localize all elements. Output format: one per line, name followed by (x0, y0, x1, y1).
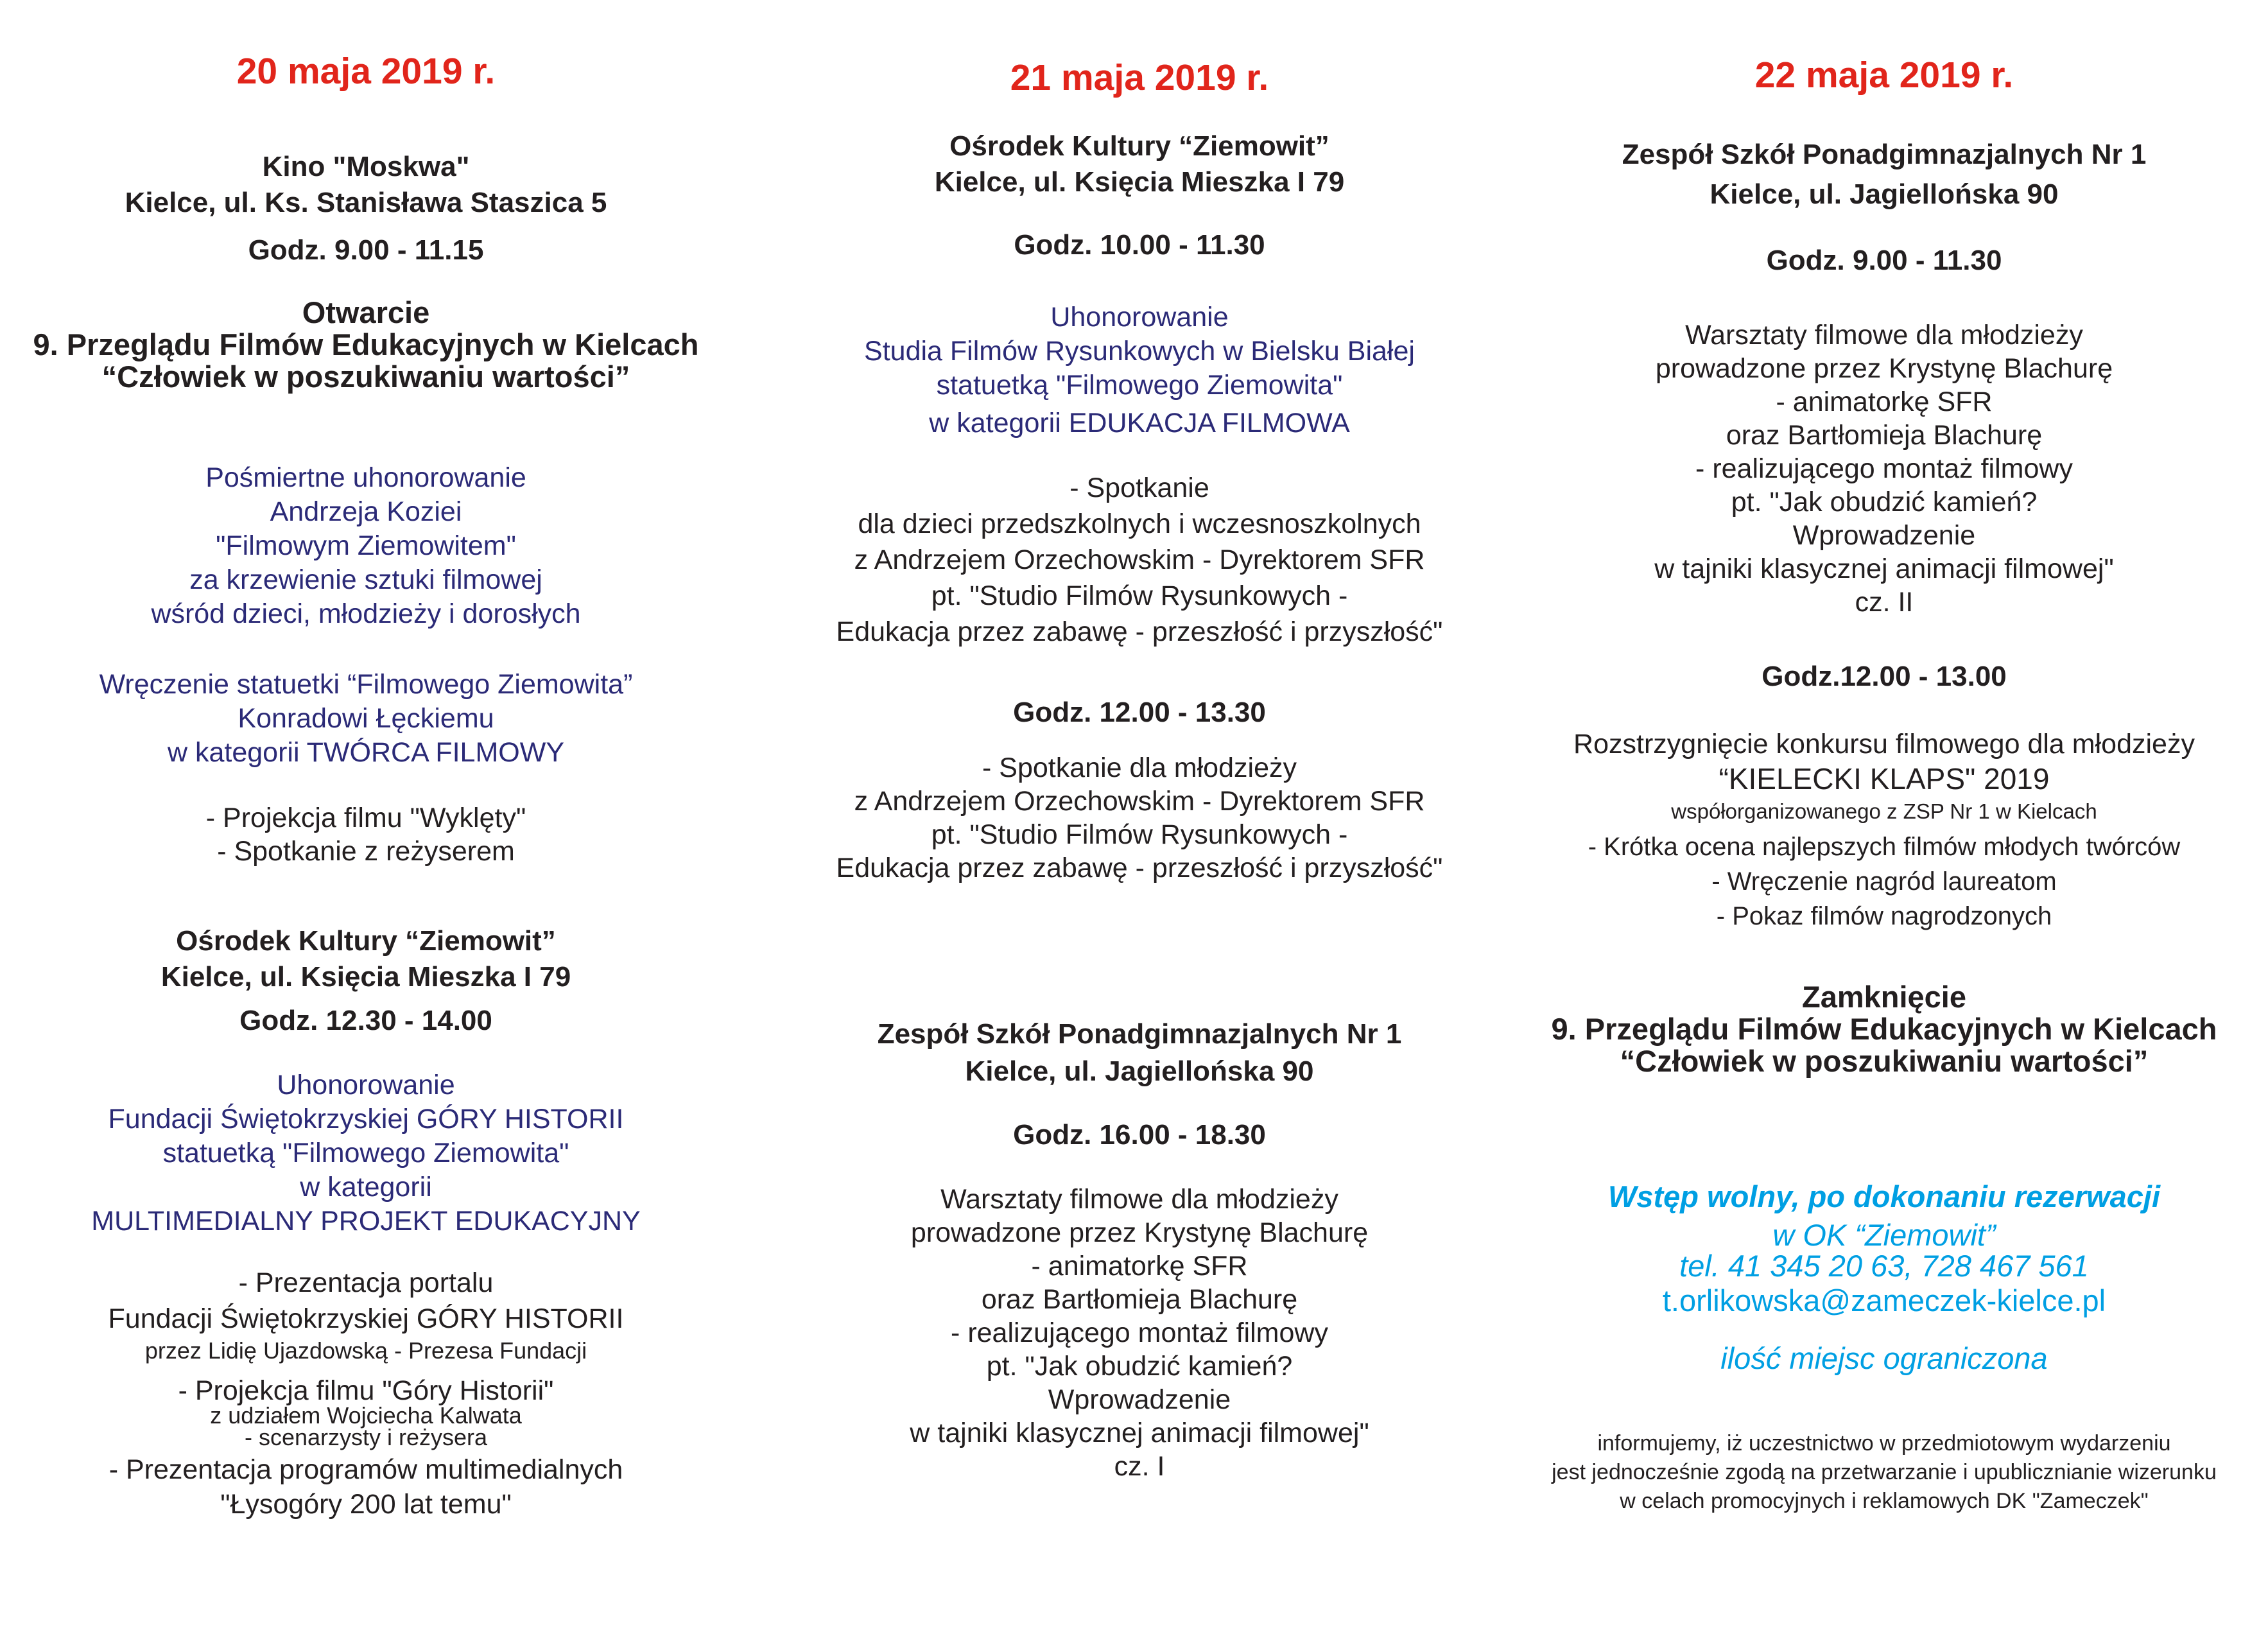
contact-email: t.orlikowska@zameczek-kielce.pl (1662, 1283, 2106, 1317)
film-title: - Projekcja filmu "Góry Historii" (178, 1375, 554, 1406)
contest-items: - Krótka ocena najlepszych filmów młodych twórców - Wręczenie nagród laureatom - Pokaz filmów nagrodzonych (1588, 833, 2181, 930)
time-slot: Godz. 9.00 - 11.15 (248, 234, 484, 266)
honor-block: Uhonorowanie Studia Filmów Rysunkowych w Bielsku Białej statuetką "Filmowego Ziemowita" w kategorii EDUKACJA FILMOWA (864, 302, 1415, 439)
day-column-20-may (26, 0, 706, 1625)
workshop-block: Warsztaty filmowe dla młodzieży prowadzone przez Krystynę Blachurę - animatorkę SFR oraz Bartłomieja Blachurę - realizującego montaż filmowy pt. "Jak obudzić kamień? Wprowadzenie w tajniki klasycznej animacji filmowej" cz. II (1654, 320, 2114, 618)
date-heading: 22 maja 2019 r. (1754, 55, 2014, 96)
venue-name: Kino "Moskwa" (262, 151, 470, 182)
contest-block: Rozstrzygnięcie konkursu filmowego dla młodzieży “KIELECKI KLAPS" 2019 (1573, 729, 2195, 795)
film-credits: z udziałem Wojciecha Kalwata - scenarzysty i reżysera (210, 1402, 522, 1450)
time-slot: Godz. 16.00 - 18.30 (1013, 1119, 1266, 1151)
venue-block: Zespół Szkół Ponadgimnazjalnych Nr 1 Kielce, ul. Jagiellońska 90 (877, 1018, 1402, 1087)
time-slot: Godz. 12.00 - 13.30 (1013, 697, 1266, 728)
honor-block: Uhonorowanie Fundacji Świętokrzyskiej GÓRY HISTORII statuetką "Filmowego Ziemowita" w kategorii MULTIMEDIALNY PROJEKT EDUKACYJNY (91, 1070, 641, 1237)
entry-info-heading: Wstęp wolny, po dokonaniu rezerwacji (1607, 1179, 2161, 1213)
award-block: Wręczenie statuetki “Filmowego Ziemowita” Konradowi Łęckiemu w kategorii TWÓRCA FILMOWY (99, 669, 633, 768)
consent-disclaimer: informujemy, iż uczestnictwo w przedmiotowym wydarzeniu jest jednocześnie zgodą na przetwarzanie i upublicznianie wizerunku w celach promocyjnych i reklamowych DK "Zameczek" (1552, 1431, 2217, 1513)
opening-heading: Otwarcie 9. Przeglądu Filmów Edukacyjnych w Kielcach “Człowiek w poszukiwaniu wartości” (33, 295, 699, 394)
contest-organizer: współorganizowanego z ZSP Nr 1 w Kielcach (1671, 799, 2097, 823)
day-column-22-may (1521, 0, 2247, 1625)
meeting-block: - Spotkanie dla dzieci przedszkolnych i wczesnoszkolnych z Andrzejem Orzechowskim - Dyrektorem SFR pt. "Studio Filmów Rysunkowych - Edukacja przez zabawę - przeszłość i przyszłość" (836, 473, 1443, 647)
time-slot: Godz. 10.00 - 11.30 (1014, 229, 1265, 261)
seats-limited-note: ilość miejsc ograniczona (1720, 1341, 2048, 1375)
reservation-contact: w OK “Ziemowit” tel. 41 345 20 63, 728 467 561 (1679, 1218, 2089, 1283)
time-slot: Godz. 12.30 - 14.00 (239, 1005, 492, 1036)
closing-heading: Zamknięcie 9. Przeglądu Filmów Edukacyjnych w Kielcach “Człowiek w poszukiwaniu wartości” (1551, 980, 2217, 1078)
presenter-line: przez Lidię Ujazdowską - Prezesa Fundacji (144, 1337, 587, 1364)
time-slot: Godz.12.00 - 13.00 (1762, 661, 2007, 692)
presentation-block: - Prezentacja portalu Fundacji Świętokrzyskiej GÓRY HISTORII (108, 1267, 624, 1334)
time-slot: Godz. 9.00 - 11.30 (1766, 245, 2002, 276)
venue-block: Ośrodek Kultury “Ziemowit” Kielce, ul. Księcia Mieszka I 79 (934, 130, 1345, 198)
program-block: - Projekcja filmu "Wyklęty" - Spotkanie z reżyserem (205, 803, 526, 867)
honor-block: Pośmiertne uhonorowanie Andrzeja Koziei "Filmowym Ziemowitem" za krzewienie sztuki filmowej wśród dzieci, młodzieży i dorosłych (151, 462, 581, 629)
workshop-block: Warsztaty filmowe dla młodzieży prowadzone przez Krystynę Blachurę - animatorkę SFR oraz Bartłomieja Blachurę - realizującego montaż filmowy pt. "Jak obudzić kamień? Wprowadzenie w tajniki klasycznej animacji filmowej" cz. I (910, 1184, 1369, 1482)
venue-block: Ośrodek Kultury “Ziemowit” Kielce, ul. Księcia Mieszka I 79 (160, 925, 571, 993)
date-heading: 21 maja 2019 r. (1010, 57, 1269, 98)
day-column-21-may (761, 0, 1518, 1625)
venue-block (26, 149, 706, 221)
date-heading: 20 maja 2019 r. (236, 51, 496, 92)
venue-address: Kielce, ul. Ks. Stanisława Staszica 5 (125, 187, 607, 218)
meeting-block: - Spotkanie dla młodzieży z Andrzejem Orzechowskim - Dyrektorem SFR pt. "Studio Filmów Rysunkowych - Edukacja przez zabawę - przeszłość i przyszłość" (836, 752, 1443, 883)
presentation-block: - Prezentacja programów multimedialnych "Łysogóry 200 lat temu" (108, 1454, 623, 1520)
venue-block: Zespół Szkół Ponadgimnazjalnych Nr 1 Kielce, ul. Jagiellońska 90 (1622, 139, 2147, 210)
